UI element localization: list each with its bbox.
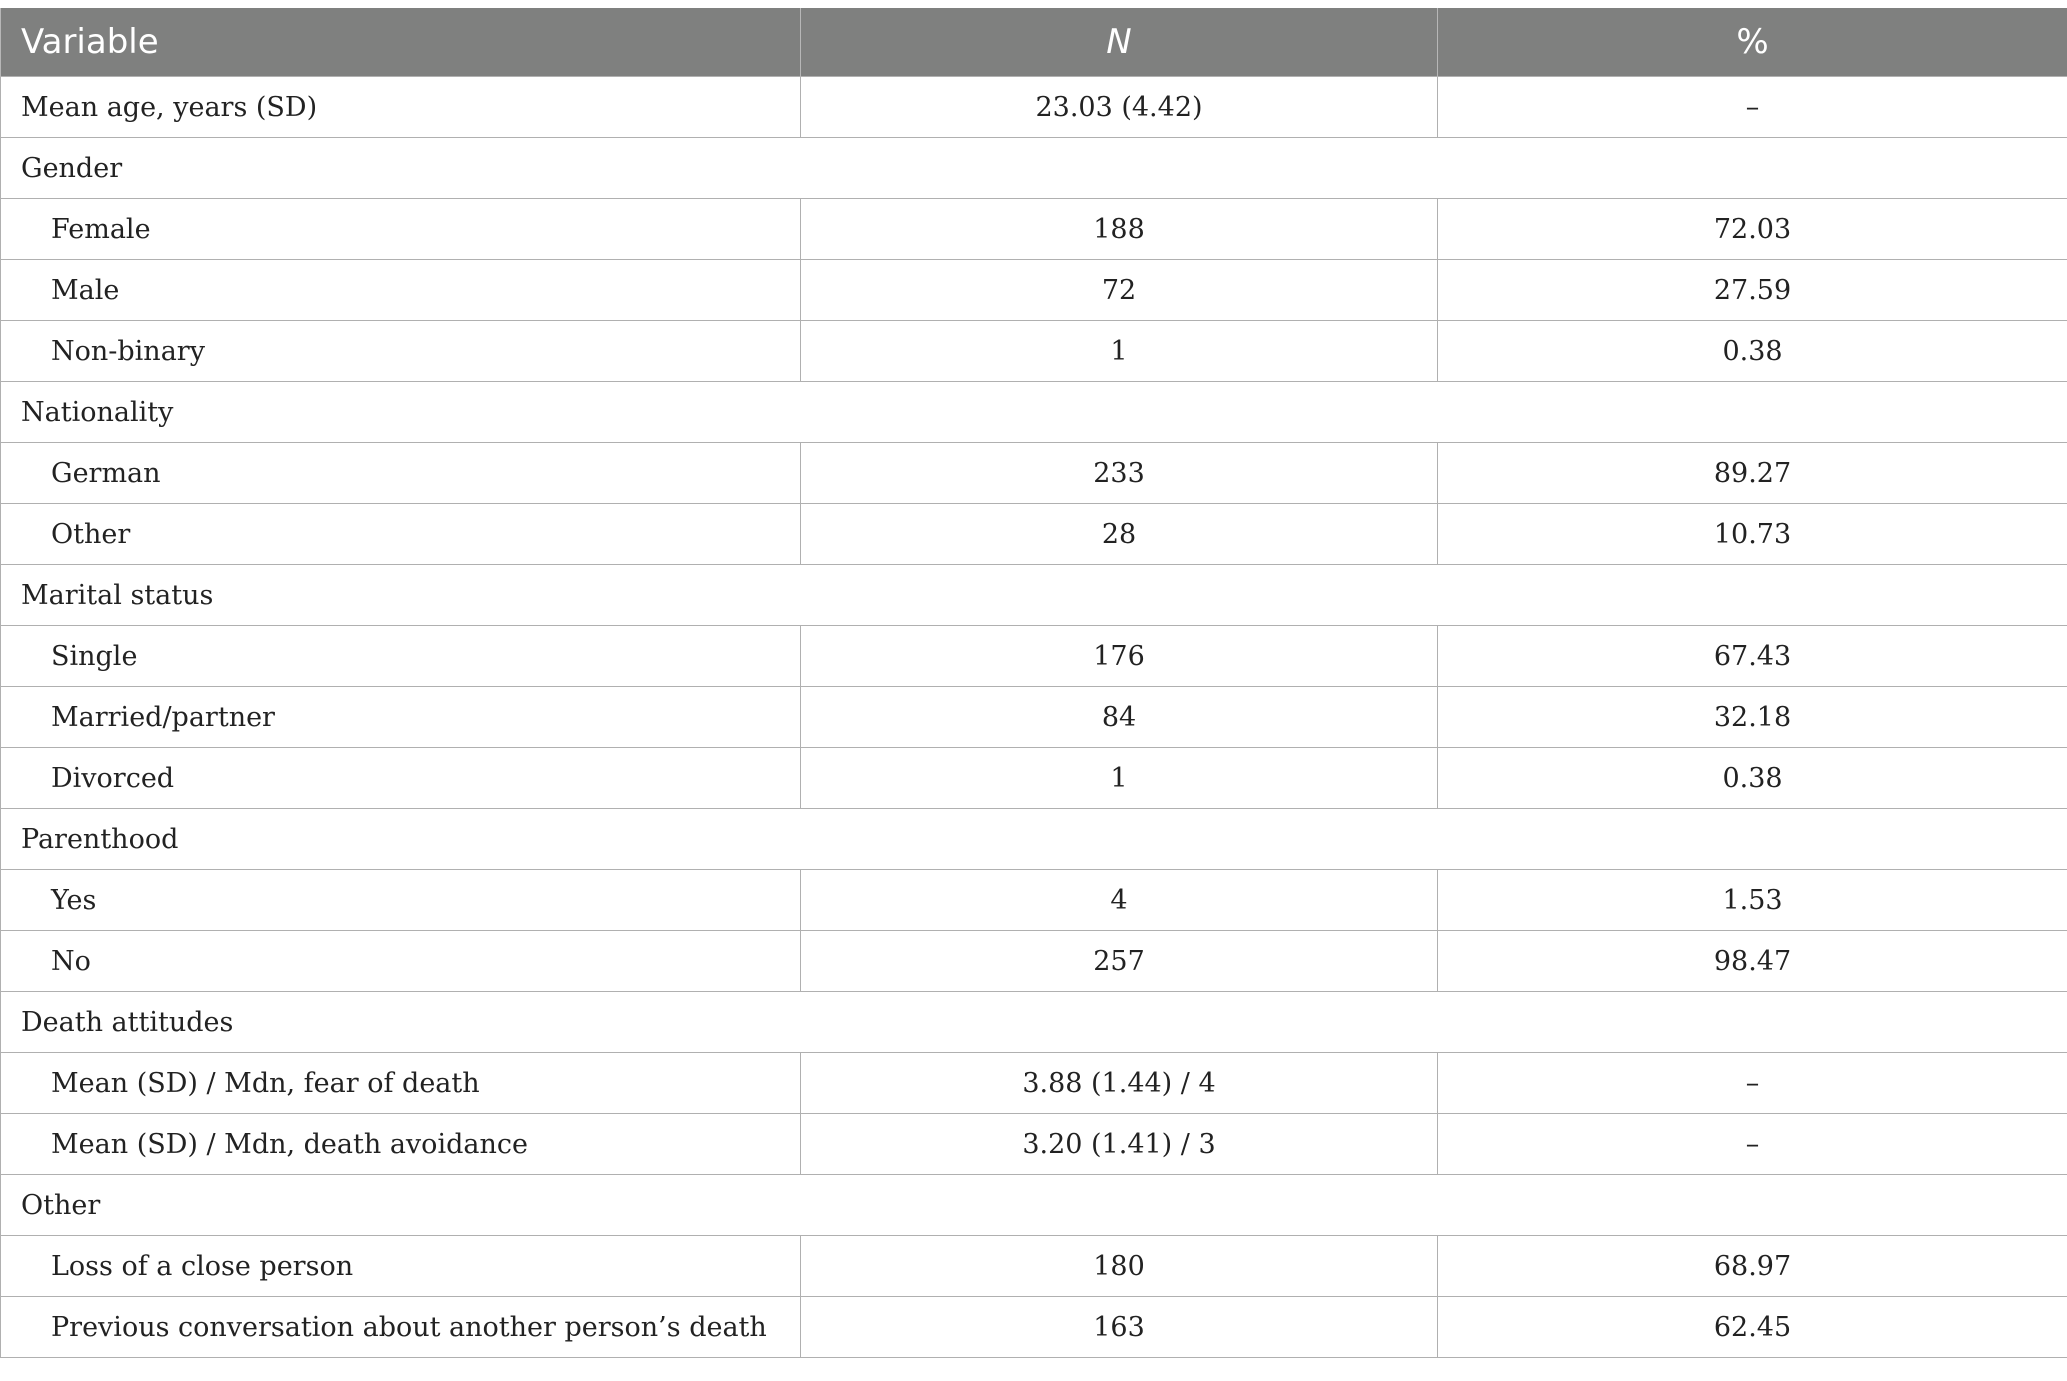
row-label: Female [1, 199, 801, 260]
section-title: Parenthood [1, 809, 2067, 870]
table-row [1, 199, 2067, 260]
section-title: Gender [1, 138, 2067, 199]
row-n: 1 [801, 321, 1438, 382]
row-percent: – [1438, 1114, 2067, 1175]
table-row [1, 870, 2067, 931]
row-label: Male [1, 260, 801, 321]
row-n: 28 [801, 504, 1438, 565]
row-n: 188 [801, 199, 1438, 260]
row-percent: 10.73 [1438, 504, 2067, 565]
row-label: Mean age, years (SD) [1, 77, 801, 138]
row-percent: 67.43 [1438, 626, 2067, 687]
demographics-table-container [0, 8, 2067, 1358]
row-label: German [1, 443, 801, 504]
row-n: 4 [801, 870, 1438, 931]
table-row [1, 504, 2067, 565]
table-row [1, 1297, 2067, 1358]
row-percent: 0.38 [1438, 321, 2067, 382]
table-row [1, 1114, 2067, 1175]
row-n: 3.20 (1.41) / 3 [801, 1114, 1438, 1175]
row-label: Non-binary [1, 321, 801, 382]
row-percent: 32.18 [1438, 687, 2067, 748]
table-row [1, 1236, 2067, 1297]
row-percent: 1.53 [1438, 870, 2067, 931]
table-header [1, 8, 2067, 77]
section-title: Nationality [1, 382, 2067, 443]
table-row [1, 443, 2067, 504]
row-label: Married/partner [1, 687, 801, 748]
row-n: 23.03 (4.42) [801, 77, 1438, 138]
row-label: Single [1, 626, 801, 687]
row-n: 72 [801, 260, 1438, 321]
row-percent: 89.27 [1438, 443, 2067, 504]
table-row [1, 260, 2067, 321]
demographics-table [0, 8, 2067, 1358]
section-row-parenthood [1, 809, 2067, 870]
row-n: 163 [801, 1297, 1438, 1358]
section-row-other [1, 1175, 2067, 1236]
header-n: N [801, 8, 1438, 77]
row-n: 3.88 (1.44) / 4 [801, 1053, 1438, 1114]
table-body [1, 77, 2067, 1358]
row-n: 84 [801, 687, 1438, 748]
header-percent: % [1438, 8, 2067, 77]
row-label: Other [1, 504, 801, 565]
row-label: Mean (SD) / Mdn, death avoidance [1, 1114, 801, 1175]
section-row-gender [1, 138, 2067, 199]
row-percent: 62.45 [1438, 1297, 2067, 1358]
row-percent: 72.03 [1438, 199, 2067, 260]
section-row-nationality [1, 382, 2067, 443]
table-row [1, 321, 2067, 382]
table-row [1, 687, 2067, 748]
row-percent: 68.97 [1438, 1236, 2067, 1297]
row-percent: – [1438, 1053, 2067, 1114]
header-row [1, 8, 2067, 77]
row-percent: 98.47 [1438, 931, 2067, 992]
section-title: Death attitudes [1, 992, 2067, 1053]
table-row [1, 626, 2067, 687]
row-percent: 0.38 [1438, 748, 2067, 809]
section-title: Other [1, 1175, 2067, 1236]
header-variable: Variable [1, 8, 801, 77]
row-n: 233 [801, 443, 1438, 504]
row-percent: 27.59 [1438, 260, 2067, 321]
row-n: 180 [801, 1236, 1438, 1297]
row-percent: – [1438, 77, 2067, 138]
row-label: Loss of a close person [1, 1236, 801, 1297]
row-label: Previous conversation about another person’s death [1, 1297, 801, 1358]
row-label: Mean (SD) / Mdn, fear of death [1, 1053, 801, 1114]
row-n: 1 [801, 748, 1438, 809]
row-label: No [1, 931, 801, 992]
table-row [1, 77, 2067, 138]
section-row-death-attitudes [1, 992, 2067, 1053]
section-title: Marital status [1, 565, 2067, 626]
table-row [1, 931, 2067, 992]
section-row-marital-status [1, 565, 2067, 626]
table-row [1, 1053, 2067, 1114]
table-row [1, 748, 2067, 809]
row-n: 257 [801, 931, 1438, 992]
row-label: Divorced [1, 748, 801, 809]
row-n: 176 [801, 626, 1438, 687]
row-label: Yes [1, 870, 801, 931]
